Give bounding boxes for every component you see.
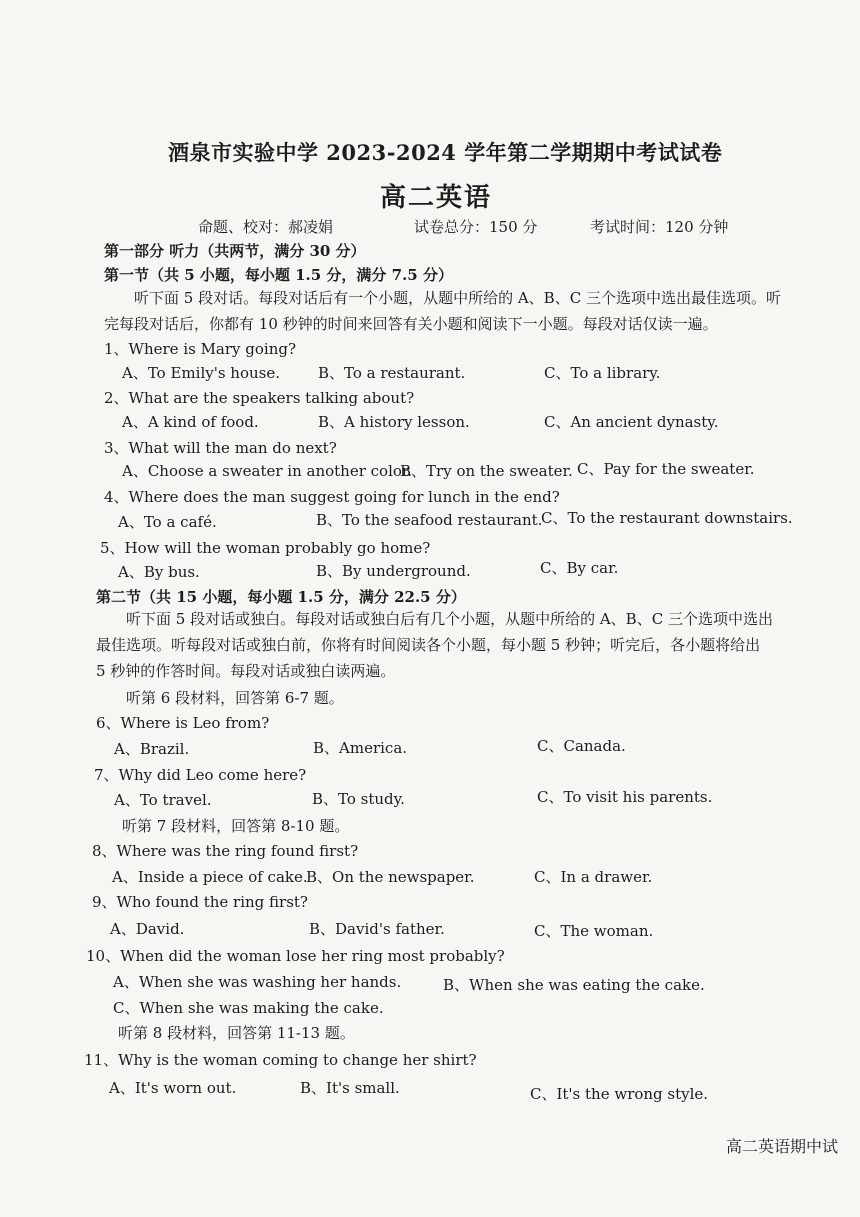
- question-4-option-a: A、To a café.: [118, 513, 217, 531]
- question-6-option-b: B、America.: [313, 739, 408, 757]
- listening-note-8: 听第 8 段材料，回答第 11-13 题。: [118, 1024, 355, 1042]
- question-9-option-c: C、The woman.: [534, 922, 654, 940]
- section2-heading: 第二节（共 15 小题，每小题 1.5 分，满分 22.5 分）: [96, 588, 466, 606]
- question-8-option-c: C、In a drawer.: [534, 868, 653, 886]
- listening-note-6: 听第 6 段材料，回答第 6-7 题。: [126, 689, 344, 707]
- question-2-stem: 2、What are the speakers talking about?: [104, 389, 415, 407]
- question-1-stem: 1、Where is Mary going?: [104, 340, 297, 358]
- section1-heading: 第一节（共 5 小题，每小题 1.5 分，满分 7.5 分）: [104, 266, 453, 284]
- exam-time: 考试时间：120 分钟: [590, 218, 729, 236]
- question-3-option-a: A、Choose a sweater in another color.: [122, 462, 413, 480]
- question-10-stem: 10、When did the woman lose her ring most probably?: [86, 947, 505, 965]
- question-2-option-b: B、A history lesson.: [318, 413, 470, 431]
- exam-author: 命题、校对：郝凌娟: [198, 218, 334, 236]
- question-8-stem: 8、Where was the ring found first?: [92, 842, 359, 860]
- section1-instructions-line1: 听下面 5 段对话。每段对话后有一个小题，从题中所给的 A、B、C 三个选项中选出最佳选项。听: [134, 289, 781, 307]
- section2-instructions-line2: 最佳选项。听每段对话或独白前，你将有时间阅读各个小题，每小题 5 秒钟；听完后，各小题将给出: [96, 636, 761, 654]
- question-11-option-a: A、It's worn out.: [109, 1079, 237, 1097]
- question-7-option-c: C、To visit his parents.: [537, 788, 713, 806]
- question-8-option-b: B、On the newspaper.: [306, 868, 475, 886]
- question-11-stem: 11、Why is the woman coming to change her shirt?: [84, 1051, 477, 1069]
- question-7-stem: 7、Why did Leo come here?: [94, 766, 307, 784]
- question-3-stem: 3、What will the man do next?: [104, 439, 337, 457]
- page-footer: 高二英语期中试: [726, 1137, 839, 1156]
- question-1-option-b: B、To a restaurant.: [318, 364, 466, 382]
- question-6-stem: 6、Where is Leo from?: [96, 714, 270, 732]
- exam-subject: 高二英语: [380, 183, 493, 213]
- question-2-option-a: A、A kind of food.: [122, 413, 259, 431]
- question-9-option-b: B、David's father.: [309, 920, 445, 938]
- question-10-option-a: A、When she was washing her hands.: [113, 973, 402, 991]
- question-4-stem: 4、Where does the man suggest going for lunch in the end?: [104, 488, 560, 506]
- question-1-option-c: C、To a library.: [544, 364, 661, 382]
- question-10-option-c: C、When she was making the cake.: [113, 999, 384, 1017]
- question-7-option-b: B、To study.: [312, 790, 405, 808]
- part1-heading: 第一部分 听力（共两节，满分 30 分）: [104, 242, 366, 260]
- question-5-stem: 5、How will the woman probably go home?: [100, 539, 431, 557]
- question-4-option-b: B、To the seafood restaurant.: [316, 511, 543, 529]
- section1-instructions-line2: 完每段对话后，你都有 10 秒钟的时间来回答有关小题和阅读下一小题。每段对话仅读一遍。: [104, 315, 718, 333]
- question-8-option-a: A、Inside a piece of cake.: [112, 868, 308, 886]
- question-6-option-c: C、Canada.: [537, 737, 626, 755]
- question-5-option-a: A、By bus.: [118, 563, 200, 581]
- question-4-option-c: C、To the restaurant downstairs.: [541, 509, 793, 527]
- question-11-option-c: C、It's the wrong style.: [530, 1085, 709, 1103]
- question-10-option-b: B、When she was eating the cake.: [443, 976, 705, 994]
- question-6-option-a: A、Brazil.: [114, 740, 190, 758]
- question-9-option-a: A、David.: [110, 920, 185, 938]
- question-9-stem: 9、Who found the ring first?: [92, 893, 308, 911]
- listening-note-7: 听第 7 段材料，回答第 8-10 题。: [122, 817, 350, 835]
- section2-instructions-line3: 5 秒钟的作答时间。每段对话或独白读两遍。: [96, 662, 396, 680]
- question-5-option-c: C、By car.: [540, 559, 619, 577]
- question-3-option-b: B、Try on the sweater.: [400, 462, 573, 480]
- question-11-option-b: B、It's small.: [300, 1079, 400, 1097]
- question-2-option-c: C、An ancient dynasty.: [544, 413, 719, 431]
- exam-title: 酒泉市实验中学 2023-2024 学年第二学期期中考试试卷: [168, 140, 723, 165]
- question-7-option-a: A、To travel.: [114, 791, 212, 809]
- exam-total-score: 试卷总分：150 分: [414, 218, 538, 236]
- question-1-option-a: A、To Emily's house.: [122, 364, 280, 382]
- question-5-option-b: B、By underground.: [316, 562, 471, 580]
- section2-instructions-line1: 听下面 5 段对话或独白。每段对话或独白后有几个小题，从题中所给的 A、B、C 三个选项中选出: [126, 610, 773, 628]
- question-3-option-c: C、Pay for the sweater.: [577, 460, 755, 478]
